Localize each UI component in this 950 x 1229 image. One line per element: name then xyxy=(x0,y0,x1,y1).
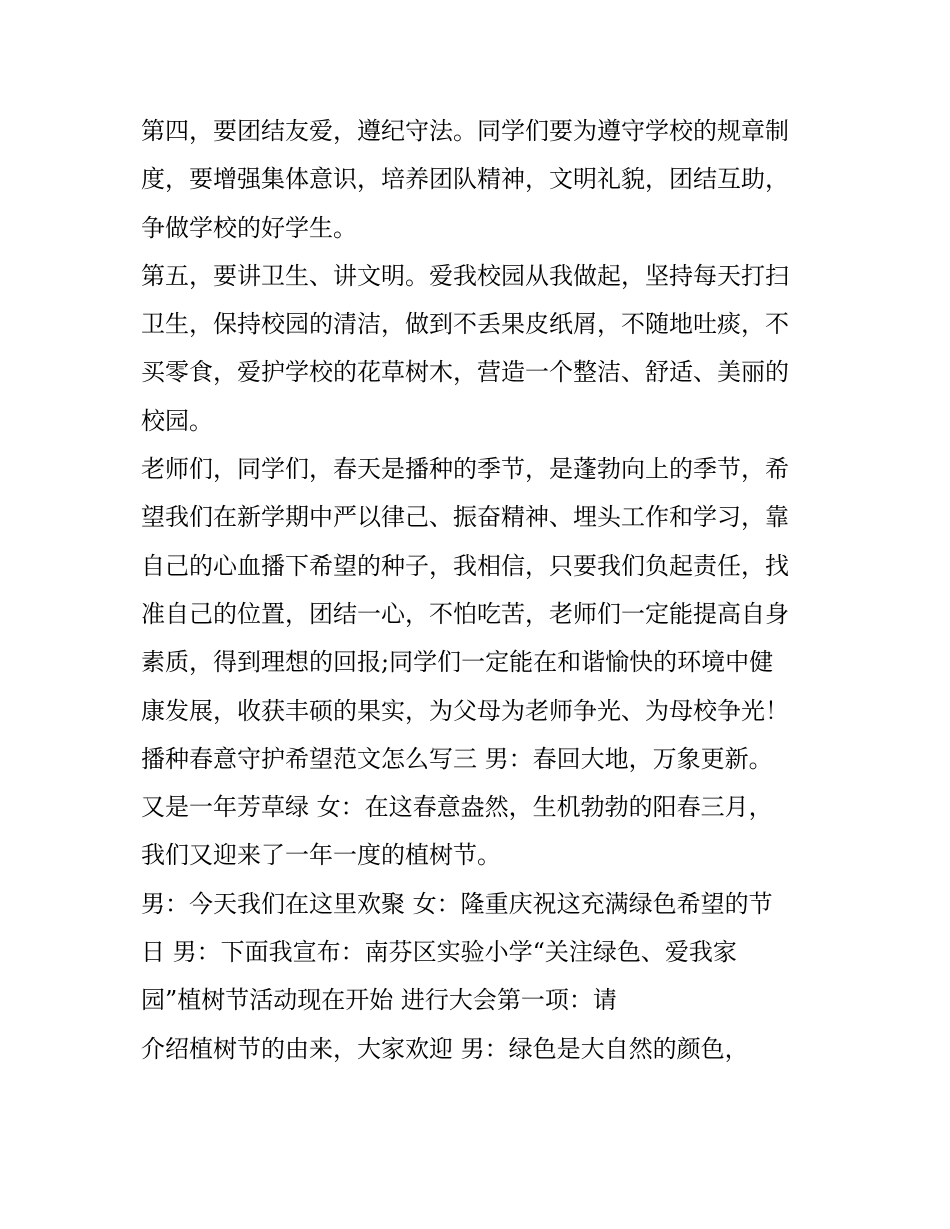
text-line: 男：今天我们在这里欢聚 女：隆重庆祝这充满绿色希望的节 xyxy=(141,889,773,918)
text-line: 日 男：下面我宣布：南芬区实验小学“关注绿色、爱我家 xyxy=(141,938,737,967)
text-line: 我们又迎来了一年一度的植树节。 xyxy=(141,841,501,870)
text-line: 老师们，同学们，春天是播种的季节，是蓬勃向上的季节，希 xyxy=(141,455,789,484)
text-line: 素质，得到理想的回报;同学们一定能在和谐愉快的环境中健 xyxy=(141,648,774,677)
text-line: 又是一年芳草绿 女：在这春意盎然，生机勃勃的阳春三月， xyxy=(141,793,773,822)
text-line: 卫生，保持校园的清洁，做到不丢果皮纸屑，不随地吐痰，不 xyxy=(141,310,789,339)
text-line: 度，要增强集体意识，培养团队精神，文明礼貌，团结互助， xyxy=(141,165,789,194)
text-line: 园”植树节活动现在开始 进行大会第一项：请 xyxy=(141,986,617,1015)
document-body xyxy=(141,107,821,1073)
text-line: 介绍植树节的由来，大家欢迎 男：绿色是大自然的颜色， xyxy=(141,1034,749,1063)
text-line: 准自己的位置，团结一心，不怕吃苦，老师们一定能提高自身 xyxy=(141,599,789,628)
text-line: 校园。 xyxy=(141,406,213,435)
text-line: 买零食，爱护学校的花草树木，营造一个整洁、舒适、美丽的 xyxy=(141,358,789,387)
text-line: 第五，要讲卫生、讲文明。爱我校园从我做起，坚持每天打扫 xyxy=(141,261,789,290)
text-line: 望我们在新学期中严以律己、振奋精神、埋头工作和学习，靠 xyxy=(141,503,789,532)
text-line: 争做学校的好学生。 xyxy=(141,213,357,242)
text-line: 自己的心血播下希望的种子，我相信，只要我们负起责任，找 xyxy=(141,551,789,580)
text-line: 康发展，收获丰硕的果实，为父母为老师争光、为母校争光！ xyxy=(141,696,789,725)
text-line: 播种春意守护希望范文怎么写三 男：春回大地，万象更新。 xyxy=(141,744,773,773)
text-line: 第四，要团结友爱，遵纪守法。同学们要为遵守学校的规章制 xyxy=(141,117,789,145)
